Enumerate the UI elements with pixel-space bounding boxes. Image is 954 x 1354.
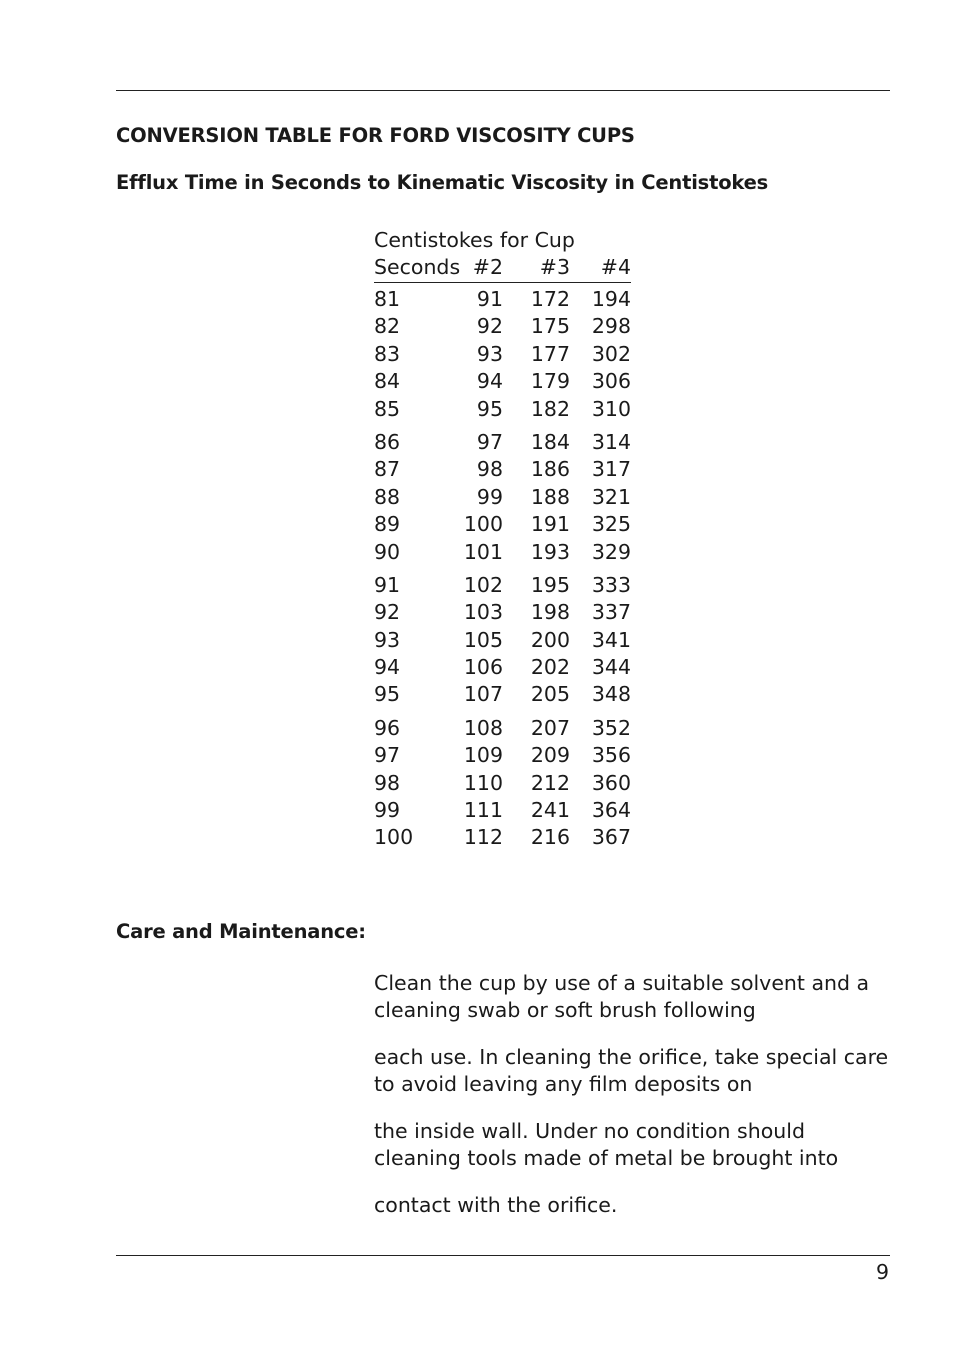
cell-cup-3: 191 <box>530 512 570 537</box>
care-paragraph: Clean the cup by use of a suitable solvent and a cleaning swab or soft brush following <box>374 971 870 1022</box>
table-row <box>374 484 631 511</box>
cell-cup-2: 107 <box>463 682 503 707</box>
cell-cup-3: 193 <box>530 539 570 564</box>
table-row <box>374 396 631 423</box>
cell-cup-4: 314 <box>591 429 631 454</box>
cell-cup-2: 105 <box>463 627 503 652</box>
cell-cup-3: 179 <box>530 369 570 394</box>
cell-cup-3: 205 <box>530 682 570 707</box>
cell-cup-4: 337 <box>591 600 631 625</box>
header-seconds: Seconds <box>374 255 461 279</box>
table-row <box>374 341 631 368</box>
cell-seconds: 91 <box>374 572 401 597</box>
cell-cup-4: 367 <box>591 825 631 850</box>
table-row <box>374 599 631 626</box>
cell-cup-4: 333 <box>591 572 631 597</box>
cell-cup-3: 198 <box>530 600 570 625</box>
cell-cup-2: 101 <box>463 539 503 564</box>
conversion-table <box>374 227 631 858</box>
cell-cup-3: 200 <box>530 627 570 652</box>
table-row <box>374 654 631 681</box>
cell-cup-3: 184 <box>530 429 570 454</box>
cell-cup-4: 352 <box>591 715 631 740</box>
cell-cup-2: 106 <box>463 655 503 680</box>
cell-seconds: 99 <box>374 798 401 823</box>
care-paragraph: the inside wall. Under no condition should cleaning tools made of metal be brought into <box>374 1119 839 1170</box>
header-cup-2: #2 <box>472 255 503 279</box>
cell-cup-3: 202 <box>530 655 570 680</box>
document-subtitle: Efflux Time in Seconds to Kinematic Viscosity in Centistokes <box>116 171 769 194</box>
header-cup-4: #4 <box>600 255 631 279</box>
table-row <box>374 770 631 797</box>
table-row <box>374 627 631 654</box>
table-header-row <box>374 254 631 283</box>
document-title: CONVERSION TABLE FOR FORD VISCOSITY CUPS <box>116 124 635 147</box>
cell-cup-2: 110 <box>463 770 503 795</box>
cell-cup-4: 302 <box>591 341 631 366</box>
cell-seconds: 100 <box>374 825 414 850</box>
cell-cup-2: 111 <box>463 798 503 823</box>
cell-cup-2: 95 <box>476 396 503 421</box>
table-body <box>374 286 631 852</box>
cell-cup-3: 209 <box>530 743 570 768</box>
cell-cup-2: 97 <box>476 429 503 454</box>
cell-cup-3: 172 <box>530 287 570 311</box>
cell-cup-2: 100 <box>463 512 503 537</box>
table-row <box>374 511 631 538</box>
cell-cup-4: 298 <box>591 314 631 339</box>
cell-cup-4: 364 <box>591 798 631 823</box>
table-row-group <box>374 286 631 423</box>
cell-seconds: 96 <box>374 715 401 740</box>
table-row <box>374 456 631 483</box>
table-row <box>374 742 631 769</box>
cell-cup-3: 212 <box>530 770 570 795</box>
cell-seconds: 82 <box>374 314 401 339</box>
cell-cup-2: 99 <box>476 484 503 509</box>
table-row-group <box>374 715 631 852</box>
cell-seconds: 98 <box>374 770 401 795</box>
cell-cup-4: 341 <box>591 627 631 652</box>
cell-cup-4: 344 <box>591 655 631 680</box>
cell-seconds: 95 <box>374 682 401 707</box>
cell-cup-4: 329 <box>591 539 631 564</box>
cell-cup-3: 182 <box>530 396 570 421</box>
cell-cup-4: 194 <box>591 287 631 311</box>
table-row <box>374 715 631 742</box>
table-row <box>374 797 631 824</box>
top-rule <box>116 90 890 91</box>
table-row-group <box>374 429 631 566</box>
table-row <box>374 572 631 599</box>
header-cup-3: #3 <box>539 255 570 279</box>
table-row <box>374 368 631 395</box>
cell-seconds: 94 <box>374 655 401 680</box>
cell-cup-4: 356 <box>591 743 631 768</box>
table-row <box>374 286 631 313</box>
cell-cup-3: 207 <box>530 715 570 740</box>
cell-cup-4: 360 <box>591 770 631 795</box>
cell-cup-4: 348 <box>591 682 631 707</box>
cell-cup-4: 317 <box>591 457 631 482</box>
cell-seconds: 97 <box>374 743 401 768</box>
cell-cup-2: 92 <box>476 314 503 339</box>
cell-cup-3: 186 <box>530 457 570 482</box>
cell-cup-4: 310 <box>591 396 631 421</box>
table-row <box>374 313 631 340</box>
table-row <box>374 824 631 851</box>
cell-seconds: 85 <box>374 396 401 421</box>
cell-cup-4: 325 <box>591 512 631 537</box>
cell-seconds: 90 <box>374 539 401 564</box>
cell-seconds: 81 <box>374 287 401 311</box>
table-row <box>374 429 631 456</box>
cell-seconds: 86 <box>374 429 401 454</box>
cell-cup-2: 103 <box>463 600 503 625</box>
cell-cup-3: 175 <box>530 314 570 339</box>
table-row-group <box>374 572 631 709</box>
cell-seconds: 93 <box>374 627 401 652</box>
page-number: 9 <box>875 1260 889 1284</box>
cell-cup-2: 98 <box>476 457 503 482</box>
cell-cup-3: 177 <box>530 341 570 366</box>
care-heading: Care and Maintenance: <box>116 920 366 943</box>
cell-cup-3: 195 <box>530 572 570 597</box>
care-paragraph: contact with the orifice. <box>374 1193 618 1217</box>
cell-seconds: 84 <box>374 369 401 394</box>
cell-seconds: 88 <box>374 484 401 509</box>
care-paragraph: each use. In cleaning the orifice, take special care to avoid leaving any film deposits on <box>374 1045 889 1096</box>
cell-cup-4: 306 <box>591 369 631 394</box>
cell-cup-2: 108 <box>463 715 503 740</box>
cell-cup-2: 102 <box>463 572 503 597</box>
cell-cup-3: 188 <box>530 484 570 509</box>
cell-cup-4: 321 <box>591 484 631 509</box>
cell-cup-2: 93 <box>476 341 503 366</box>
cell-cup-3: 216 <box>530 825 570 850</box>
table-row <box>374 681 631 708</box>
cell-cup-2: 109 <box>463 743 503 768</box>
cell-cup-2: 94 <box>476 369 503 394</box>
cell-seconds: 92 <box>374 600 401 625</box>
table-caption: Centistokes for Cup <box>374 228 575 252</box>
cell-cup-2: 91 <box>476 287 503 311</box>
cell-cup-3: 241 <box>530 798 570 823</box>
cell-seconds: 89 <box>374 512 401 537</box>
table-row <box>374 539 631 566</box>
cell-cup-2: 112 <box>463 825 503 850</box>
cell-seconds: 83 <box>374 341 401 366</box>
cell-seconds: 87 <box>374 457 401 482</box>
bottom-rule <box>116 1255 890 1256</box>
